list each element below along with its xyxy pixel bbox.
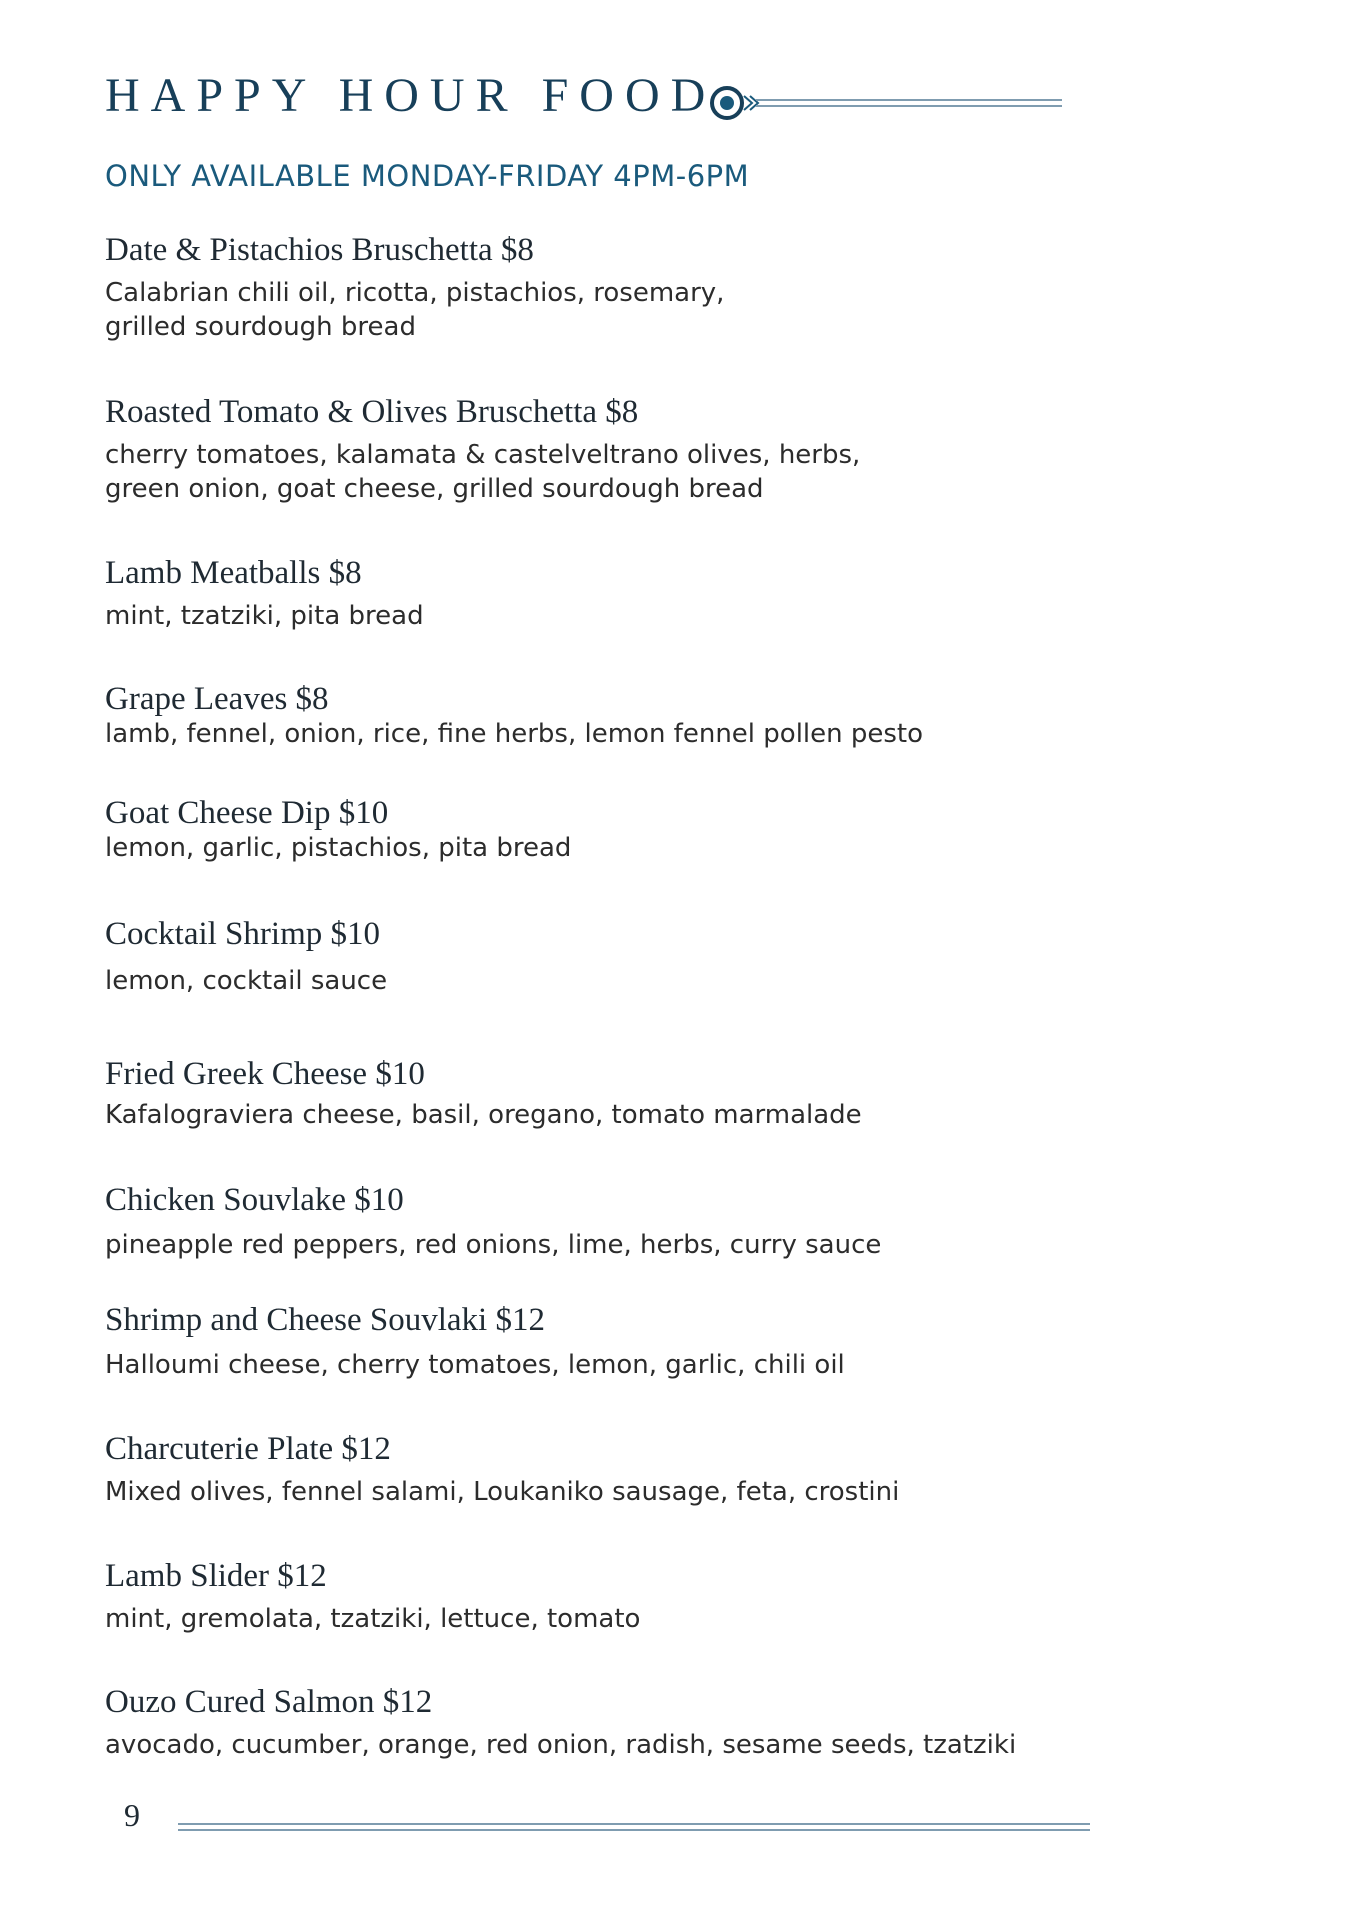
menu-item-description: mint, gremolata, tzatziki, lettuce, tomato [105, 1604, 641, 1635]
menu-item-description: avocado, cucumber, orange, red onion, radish, sesame seeds, tzatziki [105, 1730, 1017, 1761]
menu-item-description: lamb, fennel, onion, rice, fine herbs, lemon fennel pollen pesto [105, 719, 924, 750]
menu-item-title: Grape Leaves $8 [105, 681, 329, 717]
menu-item-description: Halloumi cheese, cherry tomatoes, lemon, garlic, chili oil [105, 1350, 845, 1381]
menu-item-description: mint, tzatziki, pita bread [105, 601, 424, 632]
menu-item-title: Date & Pistachios Bruschetta $8 [105, 232, 534, 268]
menu-item-title: Lamb Meatballs $8 [105, 555, 362, 591]
menu-item-description: Kafalograviera cheese, basil, oregano, tomato marmalade [105, 1100, 862, 1131]
menu-item [105, 1684, 1255, 1762]
menu-item-title: Chicken Souvlake $10 [105, 1182, 404, 1218]
menu-item-title: Shrimp and Cheese Souvlaki $12 [105, 1302, 545, 1338]
menu-item-description: grilled sourdough bread [105, 312, 416, 343]
menu-item-description: pineapple red peppers, red onions, lime, herbs, curry sauce [105, 1230, 882, 1261]
menu-item-description: Calabrian chili oil, ricotta, pistachios, rosemary, [105, 278, 725, 309]
menu-item [105, 1056, 1255, 1132]
page-number: 9 [124, 1797, 140, 1833]
availability-subtitle: ONLY AVAILABLE MONDAY-FRIDAY 4PM-6PM [105, 159, 750, 193]
menu-item-title: Ouzo Cured Salmon $12 [105, 1684, 433, 1720]
menu-item-title: Fried Greek Cheese $10 [105, 1056, 425, 1092]
page-title: HAPPY HOUR FOOD [105, 69, 717, 122]
menu-item-description: Mixed olives, fennel salami, Loukaniko sausage, feta, crostini [105, 1477, 900, 1508]
footer-divider [178, 1822, 1090, 1832]
menu-item-description: cherry tomatoes, kalamata & castelveltrano olives, herbs, [105, 440, 861, 471]
menu-item-description: green onion, goat cheese, grilled sourdough bread [105, 474, 764, 505]
menu-item [105, 394, 1255, 506]
menu-item-title: Roasted Tomato & Olives Bruschetta $8 [105, 394, 639, 430]
menu-item [105, 1302, 1255, 1382]
menu-item [105, 916, 1255, 998]
menu-item [105, 1558, 1255, 1636]
menu-item-title: Goat Cheese Dip $10 [105, 795, 389, 831]
menu-item-description: lemon, garlic, pistachios, pita bread [105, 833, 572, 864]
menu-item-title: Charcuterie Plate $12 [105, 1431, 391, 1467]
target-arrow-icon [706, 86, 1066, 120]
menu-item [105, 232, 1255, 344]
menu-item [105, 1182, 1255, 1262]
menu-item-title: Lamb Slider $12 [105, 1558, 327, 1594]
menu-item-title: Cocktail Shrimp $10 [105, 916, 380, 952]
menu-item-description: lemon, cocktail sauce [105, 966, 388, 997]
menu-item [105, 1431, 1255, 1509]
menu-item [105, 555, 1255, 633]
menu-item [105, 795, 1255, 865]
menu-item [105, 681, 1255, 751]
